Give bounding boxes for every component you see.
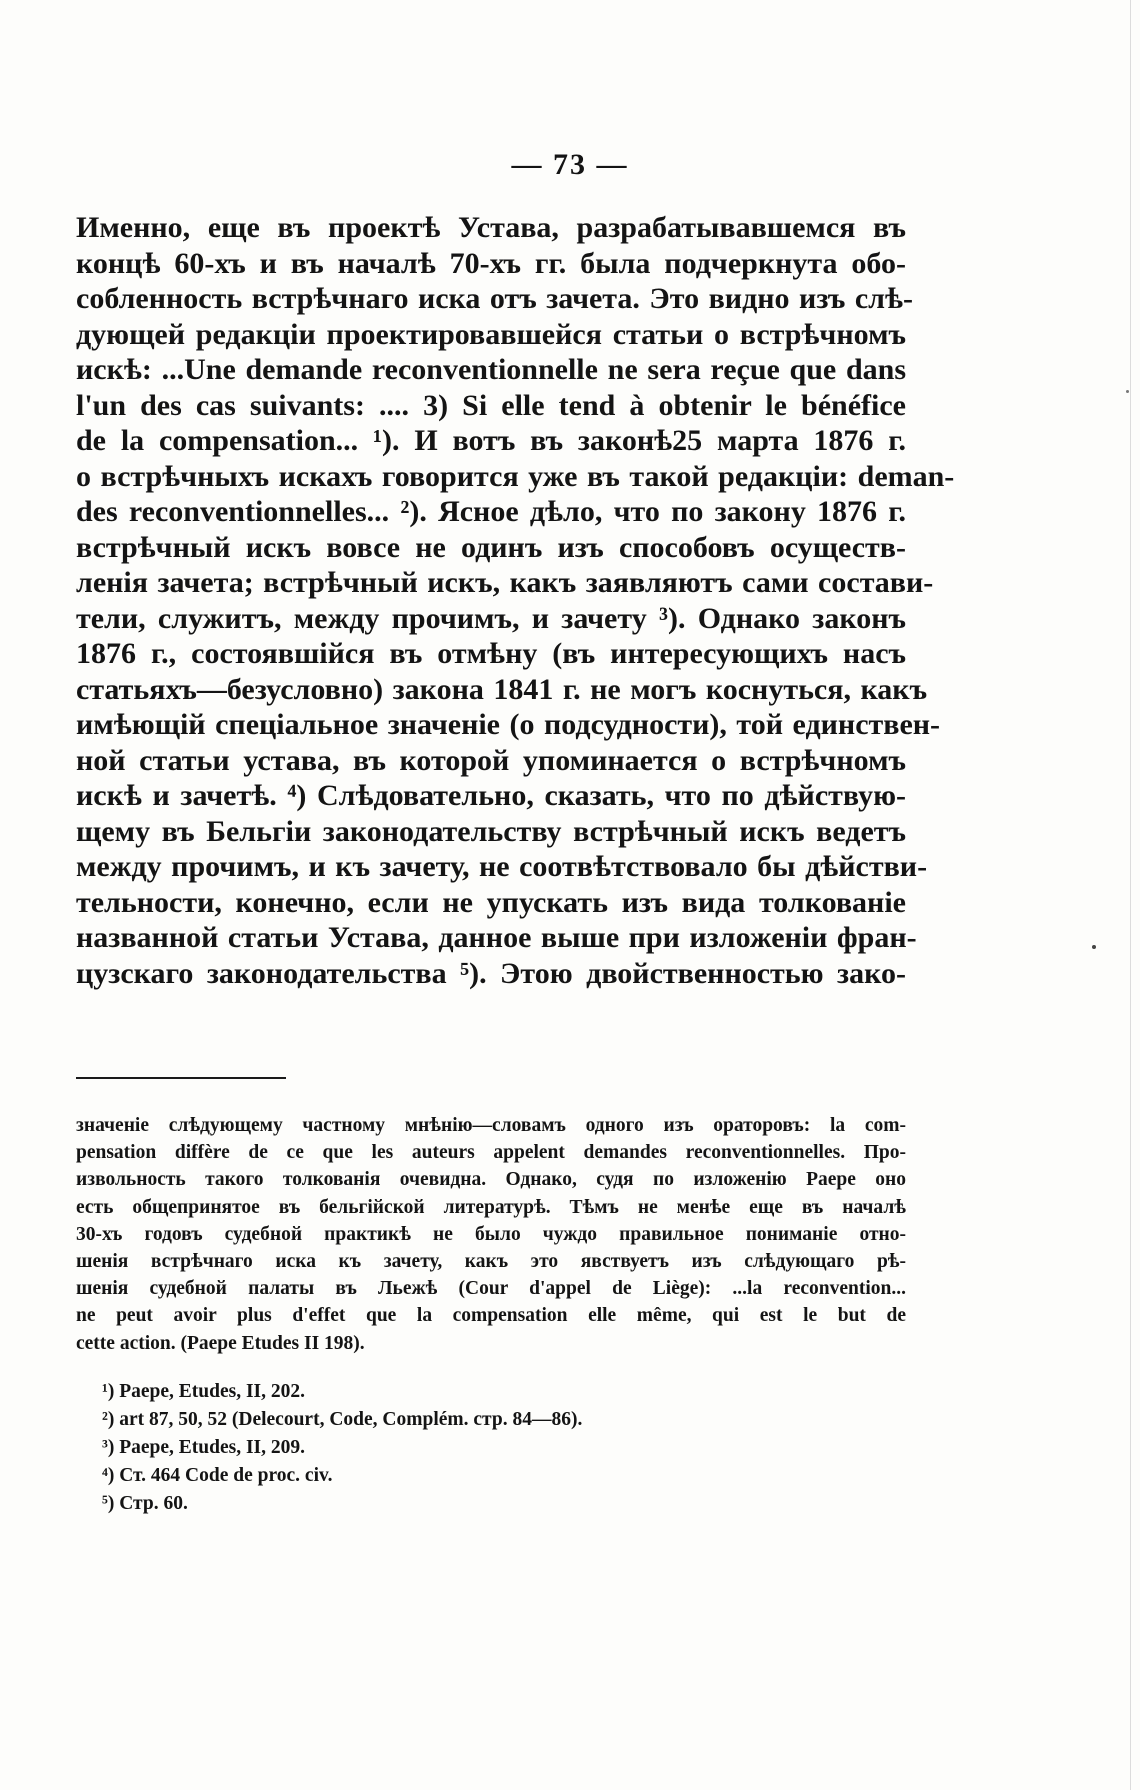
footnote-text: Ст. 464 Code de proc. civ.: [119, 1465, 333, 1486]
footnote-3: [102, 1434, 582, 1462]
footnote-mark: ⁵): [102, 1493, 115, 1514]
body-line: дующей редакціи проектировавшейся статьи о встрѣчномъ: [76, 317, 906, 351]
note-line: cette action. (Paepe Etudes II 198).: [76, 1332, 365, 1354]
body-line: собленность встрѣчнаго иска отъ зачета. Это видно изъ слѣ-: [76, 282, 914, 315]
body-line: Именно, еще въ проектѣ Устава, разрабатывавшемся въ: [76, 211, 906, 244]
body-line: названной статьи Устава, данное выше при изложеніи фран-: [76, 921, 917, 954]
note-line: pensation diffère de ce que les auteurs appelent demandes reconventionnelles. Про-: [76, 1142, 906, 1164]
note-line: 30-хъ годовъ судебной практикѣ не было чуждо правильное пониманіе отно-: [76, 1223, 906, 1245]
footnote-5: [102, 1490, 582, 1518]
page-number: — 73 —: [511, 148, 629, 181]
scan-edge-line: [1130, 0, 1131, 1790]
body-line: статьяхъ—безусловно) закона 1841 г. не могъ коснуться, какъ: [76, 672, 928, 706]
footnote-text: Стр. 60.: [119, 1493, 188, 1514]
main-paragraph: [76, 210, 955, 991]
body-line: концѣ 60-хъ и въ началѣ 70-хъ гг. была подчеркнута обо-: [76, 246, 906, 280]
footnote-4: [102, 1462, 582, 1490]
body-line: тели, служитъ, между прочимъ, и зачету ³). Однако законъ: [76, 601, 906, 635]
footnote-continuation: [76, 1112, 906, 1357]
footnote-mark: ¹): [102, 1381, 115, 1402]
body-line: 1876 г., состоявшійся въ отмѣну (въ интересующихъ насъ: [76, 637, 906, 670]
body-line: встрѣчный искъ вовсе не одинъ изъ способовъ осуществ-: [76, 530, 906, 564]
body-line: искѣ: ...Une demande reconventionnelle ne sera reçue que dans: [76, 353, 906, 386]
body-line: l'un des cas suivants: .... 3) Si elle tend à obtenir le bénéfice: [76, 388, 906, 422]
footnote-text: Paepe, Etudes, II, 202.: [119, 1381, 306, 1402]
body-line: des reconventionnelles... ²). Ясное дѣло, что по закону 1876 г.: [76, 495, 906, 528]
note-line: значеніе слѣдующему частному мнѣнію—словамъ одного изъ ораторовъ: la com-: [76, 1115, 906, 1136]
footnote-text: Paepe, Etudes, II, 209.: [119, 1437, 306, 1458]
body-line: цузскаго законодательства ⁵). Этою двойственностью зако-: [76, 956, 906, 990]
body-line: щему въ Бельгіи законодательству встрѣчный искъ ведетъ: [76, 814, 906, 848]
body-line: de la compensation... ¹). И вотъ въ законѣ25 марта 1876 г.: [76, 424, 906, 457]
note-line: шенія встрѣчнаго иска къ зачету, какъ это явствуетъ изъ слѣдующаго рѣ-: [76, 1251, 906, 1273]
footnote-mark: ⁴): [102, 1465, 115, 1486]
footnote-text: art 87, 50, 52 (Delecourt, Code, Complém. стр. 84—86).: [119, 1409, 583, 1430]
footnote-separator: [76, 1077, 286, 1079]
note-line: ne peut avoir plus d'effet que la compensation elle même, qui est le but de: [76, 1305, 906, 1327]
footnote-mark: ³): [102, 1437, 115, 1458]
footnote-2: [102, 1406, 582, 1434]
body-line: о встрѣчныхъ искахъ говорится уже въ такой редакціи: deman-: [76, 459, 955, 493]
body-line: искѣ и зачетѣ. ⁴) Слѣдовательно, сказать, что по дѣйствую-: [76, 779, 906, 812]
body-line: имѣющій спеціальное значеніе (о подсудности), той единствен-: [76, 708, 941, 741]
body-line: ной статьи устава, въ которой упоминается о встрѣчномъ: [76, 743, 906, 777]
note-line: извольность такого толкованія очевидна. Однако, судя по изложенію Paepe оно: [76, 1169, 906, 1191]
scan-speck: [1126, 390, 1129, 393]
note-line: есть общепринятое въ бельгійской литературѣ. Тѣмъ не менѣе еще въ началѣ: [76, 1196, 906, 1218]
body-line: ленія зачета; встрѣчный искъ, какъ заявляютъ сами состави-: [76, 566, 934, 599]
scan-speck: [1092, 945, 1096, 949]
body-line: между прочимъ, и къ зачету, не соотвѣтствовало бы дѣйстви-: [76, 850, 928, 883]
footnote-mark: ²): [102, 1409, 115, 1430]
footnote-list: [102, 1378, 582, 1518]
note-line: шенія судебной палаты въ Льежѣ (Cour d'appel de Liège): ...la reconvention...: [76, 1278, 906, 1300]
body-line: тельности, конечно, если не упускать изъ вида толкованіе: [76, 885, 906, 919]
footnote-1: [102, 1378, 582, 1406]
